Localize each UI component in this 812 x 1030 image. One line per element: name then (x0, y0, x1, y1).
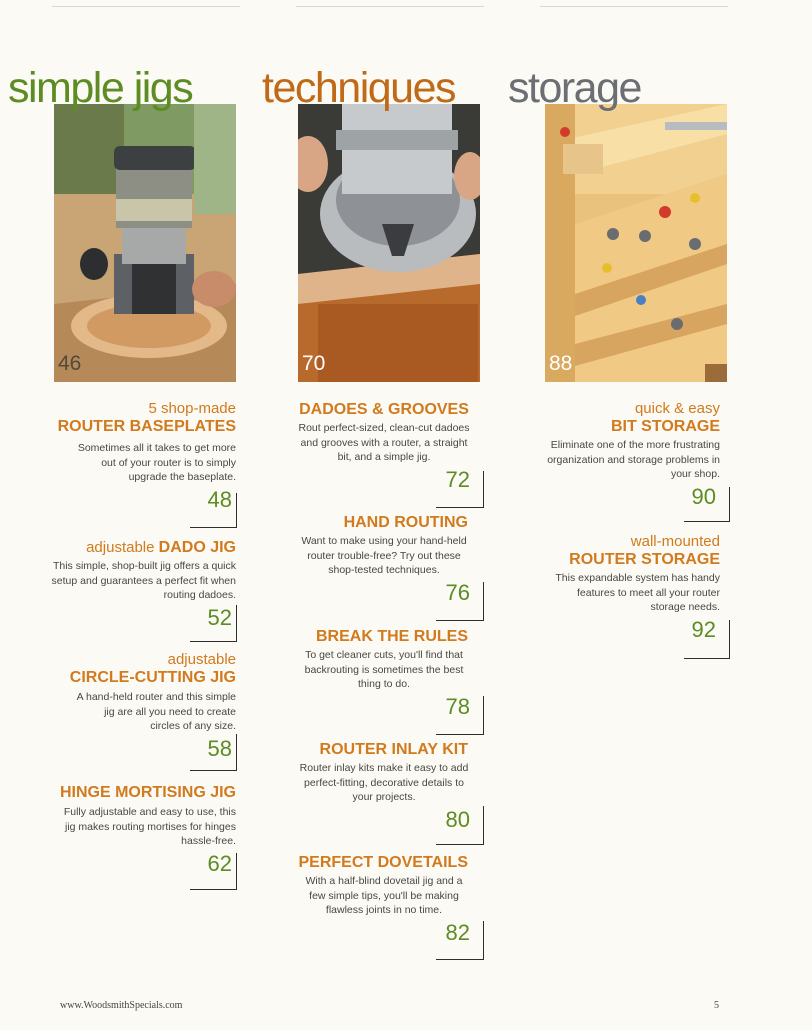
entry-title: ROUTER INLAY KIT (319, 741, 468, 758)
page-rule-bottom (436, 507, 484, 508)
entry-page-number[interactable]: 72 (445, 466, 470, 492)
page-rule-bottom (436, 734, 484, 735)
photo-page-number: 70 (302, 352, 326, 375)
toc-entry-break-the-rules[interactable] (290, 627, 478, 720)
entry-page-number[interactable]: 90 (691, 483, 716, 509)
entry-kicker: adjustable (167, 651, 236, 668)
section-heading-simple-jigs: simple jigs (8, 64, 193, 112)
page-rule (236, 493, 237, 527)
entry-page-number[interactable]: 82 (445, 919, 470, 945)
router-baseplate-image (54, 104, 236, 382)
page-rule-bottom (436, 844, 484, 845)
entry-description: Router inlay kits make it easy to add perfect-fitting, decorative details to your projects. (299, 762, 469, 804)
entry-description: Rout perfect-sized, clean-cut dadoes and grooves with a router, a straight bit, and a simple jig. (298, 422, 470, 464)
page-rule (483, 806, 484, 844)
toc-entry-router-storage[interactable] (540, 533, 720, 643)
entry-description: With a half-blind dovetail jig and a few simple tips, you'll be making flawless joints in no time. (305, 875, 463, 917)
page-rule-bottom (436, 620, 484, 621)
entry-description: This simple, shop-built jig offers a quick setup and guarantees a perfect fit when routing dadoes. (51, 560, 236, 602)
entry-title: BIT STORAGE (610, 418, 720, 435)
router-dado-image (298, 104, 480, 382)
entry-kicker: quick & easy (634, 400, 720, 417)
page-rule (483, 471, 484, 507)
photo-page-number: 46 (58, 352, 82, 375)
entry-description: This expandable system has handy features to meet all your router storage needs. (555, 572, 720, 614)
entry-kicker: wall-mounted (630, 533, 720, 550)
entry-description: Fully adjustable and easy to use, this jig makes routing mortises for hinges hassle-free. (63, 806, 236, 848)
photo-bit-drawer (545, 104, 727, 382)
entry-title: ROUTER STORAGE (569, 551, 720, 568)
footer-page-number: 5 (714, 1000, 719, 1011)
toc-entry-router-inlay-kit[interactable] (290, 740, 478, 833)
entry-title: CIRCLE-CUTTING JIG (69, 669, 236, 686)
entry-kicker: 5 shop-made (148, 400, 236, 417)
page-rule-bottom (684, 521, 730, 522)
top-rule-right (540, 6, 728, 7)
page-rule (483, 921, 484, 959)
entry-page-number[interactable]: 80 (445, 806, 470, 832)
entry-title: BREAK THE RULES (315, 628, 468, 645)
entry-page-number[interactable]: 78 (445, 693, 470, 719)
section-heading-techniques: techniques (262, 64, 455, 112)
section-heading-storage: storage (508, 64, 641, 112)
page-rule-bottom (436, 959, 484, 960)
toc-entry-perfect-dovetails[interactable] (290, 853, 478, 946)
toc-entry-hand-routing[interactable] (290, 513, 478, 606)
entry-page-number[interactable]: 76 (445, 579, 470, 605)
page-rule-bottom (190, 770, 237, 771)
footer-website-link[interactable]: www.WoodsmithSpecials.com (60, 1000, 183, 1011)
top-rule-left (52, 6, 240, 7)
entry-description: Want to make using your hand-held router trouble-free? Try out these shop-tested techniques. (301, 535, 467, 577)
entry-description: A hand-held router and this simple jig are all you need to create circles of any size. (76, 691, 236, 733)
entry-page-number[interactable]: 58 (207, 735, 232, 761)
toc-entry-bit-storage[interactable] (540, 400, 720, 510)
page-rule (483, 582, 484, 620)
toc-entry-router-baseplates[interactable] (54, 400, 236, 513)
top-rule-center (296, 6, 484, 7)
page-rule-bottom (190, 641, 237, 642)
entry-description: Eliminate one of the more frustrating organization and storage problems in your shop. (547, 439, 720, 481)
entry-title: HINGE MORTISING JIG (59, 784, 236, 801)
page-rule (236, 605, 237, 641)
page-rule (236, 853, 237, 889)
entry-kicker: adjustable (86, 539, 155, 556)
toc-entry-dado-jig[interactable] (50, 538, 236, 631)
entry-title: DADO JIG (158, 539, 236, 556)
entry-title: HAND ROUTING (343, 514, 468, 531)
toc-entry-circle-cutting-jig[interactable] (54, 651, 236, 762)
page-rule (236, 734, 237, 770)
page-rule-bottom (190, 889, 237, 890)
photo-router-dado (298, 104, 480, 382)
page-rule-bottom (684, 658, 730, 659)
entry-title: PERFECT DOVETAILS (298, 854, 468, 871)
entry-page-number[interactable]: 48 (207, 486, 232, 512)
entry-page-number[interactable]: 52 (207, 604, 232, 630)
entry-description: Sometimes all it takes to get more out of your router is to simply upgrade the baseplate. (77, 442, 236, 484)
entry-description: To get cleaner cuts, you'll find that backrouting is sometimes the best thing to do. (304, 649, 464, 691)
photo-page-number: 88 (549, 352, 573, 375)
toc-entry-dadoes-grooves[interactable] (290, 400, 478, 493)
photo-router-baseplate (54, 104, 236, 382)
page-rule (729, 487, 730, 521)
page-rule-bottom (190, 527, 237, 528)
entry-title: DADOES & GROOVES (299, 401, 469, 418)
page-rule (483, 696, 484, 734)
entry-title: ROUTER BASEPLATES (57, 418, 236, 435)
toc-entry-hinge-mortising-jig[interactable] (54, 783, 236, 877)
entry-page-number[interactable]: 62 (207, 850, 232, 876)
bit-drawer-image (545, 104, 727, 382)
page-rule (729, 620, 730, 658)
entry-page-number[interactable]: 92 (691, 616, 716, 642)
